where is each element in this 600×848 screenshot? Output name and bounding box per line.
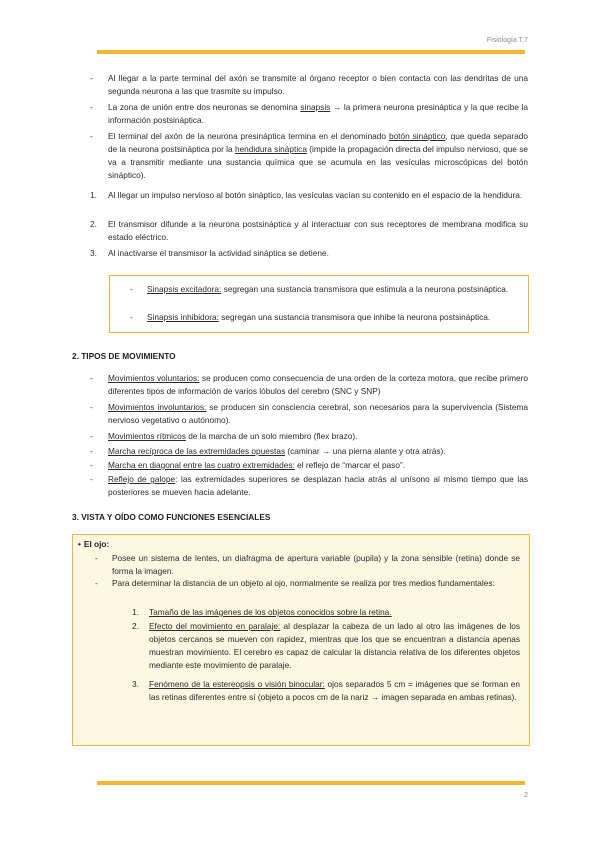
list-marker: 1.	[132, 607, 139, 617]
term: Fenómeno de la estereopsis o visión binocular:	[149, 679, 325, 689]
list-marker: 2.	[90, 219, 97, 229]
list-item	[90, 72, 528, 98]
list-text: : las extremidades superiores se desplazan hacia atrás al unísono al mismo tiempo que las posteriores se mueven hacia adelante.	[108, 474, 528, 497]
list-text: La zona de unión entre dos neuronas se denomina	[108, 102, 301, 112]
list-text: Para determinar la distancia de un objeto al ojo, normalmente se realiza por tres medios fundamentales:	[112, 578, 495, 588]
list-item	[90, 101, 528, 127]
term-boton-sinaptico: botón sináptico	[388, 131, 446, 141]
list-item	[130, 283, 520, 296]
term: Movimientos involuntarios:	[108, 402, 207, 412]
list-item	[90, 189, 528, 202]
list-text: Al llegar a la parte terminal del axón se transmite al órgano receptor o bien contacta con las dendritas de una segunda neurona a las que trasmite su impulso.	[108, 73, 528, 96]
list-text: (caminar → una pierna alante y otra atrás).	[285, 446, 446, 456]
term: Efecto del movimiento en paralaje:	[149, 621, 281, 631]
term-hendidura-sinaptica: hendidura sináptica	[234, 144, 307, 154]
list-text: segregan una sustancia transmisora que estimula a la neurona postsináptica.	[221, 284, 509, 294]
list-text: El transmisor difunde a la neurona postsináptica y al interactuar con sus receptores de membrana modifica su estado eléctrico.	[108, 219, 528, 242]
list-marker: 3.	[90, 248, 97, 258]
list-marker: -	[90, 402, 93, 412]
method-item	[132, 678, 520, 704]
term: Marcha recíproca de las extremidades opuestas	[108, 446, 286, 456]
list-text: , que queda separado de la neurona postsináptica por la	[108, 131, 528, 154]
list-text: se producen como consecuencia de una orden de la corteza motora, que recibe primero diferentes tipos de información de varios lóbulos del cerebro (SNC y SNP)	[108, 373, 528, 396]
list-item	[90, 430, 528, 443]
list-text: Posee un sistema de lentes, un diafragma de apertura variable (pupila) y la zona sensible (retina) donde se forma la imagen.	[112, 553, 520, 576]
list-item	[90, 445, 528, 458]
list-text: se producen sin consciencia cerebral, son necesarios para la supervivencia (Sistema nervioso vegetativo o autónomo).	[108, 402, 529, 425]
section-heading-vista-oido: 3. VISTA Y OÍDO COMO FUNCIONES ESENCIALES	[72, 512, 271, 522]
list-marker: -	[130, 284, 133, 294]
list-marker: 2.	[132, 621, 139, 631]
list-text: de la marcha de un solo miembro (flex brazo).	[185, 431, 358, 441]
method-item	[132, 620, 520, 672]
list-marker: -	[95, 578, 98, 588]
list-item	[90, 401, 528, 427]
list-text: ojos separados 5 cm = imágenes que se forman en las retinas diferentes entre sí (objeto a pocos cm de la nariz → imagen separada en ambas retinas).	[149, 679, 521, 702]
term: Tamaño de las imágenes de los objetos conocidos sobre la retina.	[149, 607, 392, 617]
list-marker: -	[90, 446, 93, 456]
list-item	[90, 473, 528, 499]
list-marker: -	[90, 73, 93, 83]
list-text: el reflejo de “marcar el paso”.	[294, 460, 406, 470]
list-marker: -	[90, 460, 93, 470]
section-heading-movimiento: 2. TIPOS DE MOVIMIENTO	[72, 351, 176, 361]
term-sinapsis-inhibidora: Sinapsis inhibidora:	[147, 312, 219, 322]
eye-box-title	[78, 538, 109, 551]
bullet-icon: •	[78, 539, 81, 549]
list-text: → la primera neurona presináptica y la que recibe la información postsináptica.	[108, 102, 528, 125]
list-item	[95, 577, 520, 590]
term: Reflejo de galope	[108, 474, 176, 484]
list-marker: -	[90, 102, 93, 112]
list-marker: -	[90, 431, 93, 441]
page-number: 2	[524, 792, 528, 799]
list-text: Al llegar un impulso nervioso al botón sináptico, las vesículas vacían su contenido en el espacio de la hendidura.	[108, 190, 523, 200]
synapse-types-box	[109, 275, 529, 333]
list-marker: -	[130, 312, 133, 322]
list-marker: -	[95, 553, 98, 563]
list-item	[90, 130, 528, 182]
list-item	[90, 218, 528, 244]
list-text: al desplazar la cabeza de un lado al otro las imágenes de los objetos cercanos se mueven con rapidez, mientras que los que se encuentran a distancia apenas muestran movimiento. El cerebro es capaz de calcular la distancia relativa de los diferentes objetos mediante este movimiento de paralaje.	[149, 621, 520, 670]
method-item	[132, 606, 520, 619]
list-marker: 3.	[132, 679, 139, 689]
list-item	[95, 552, 520, 578]
list-item	[90, 372, 528, 398]
list-item	[130, 311, 520, 324]
term-sinapsis-excitadora: Sinapsis excitadora:	[147, 284, 222, 294]
list-marker: -	[90, 131, 93, 141]
term-sinapsis: sinapsis	[300, 102, 331, 112]
list-text: segregan una sustancia transmisora que inhibe la neurona postsináptica.	[218, 312, 491, 322]
list-item	[90, 247, 528, 260]
term: Movimientos voluntarios:	[108, 373, 200, 383]
eye-title-text: El ojo:	[83, 539, 110, 549]
header-title: Fisiología T.7	[486, 37, 528, 44]
footer-rule	[97, 781, 525, 785]
list-text: El terminal del axón de la neurona presináptica termina en el denominado	[108, 131, 389, 141]
list-marker: -	[90, 373, 93, 383]
list-item	[90, 459, 528, 472]
term: Marcha en diagonal entre las cuatro extremidades:	[108, 460, 295, 470]
header-rule	[97, 50, 525, 54]
list-marker: -	[90, 474, 93, 484]
list-text: Al inactivarse el transmisor la actividad sináptica se detiene.	[108, 248, 329, 258]
term: Movimientos rítmicos	[108, 431, 186, 441]
list-text: (impide la propagación directa del impulso nervioso, que se va a transmitir mediante una sustancia química que se acumula en las vesículas microscópicas del botón sináptico).	[108, 144, 528, 180]
list-marker: 1.	[90, 190, 97, 200]
